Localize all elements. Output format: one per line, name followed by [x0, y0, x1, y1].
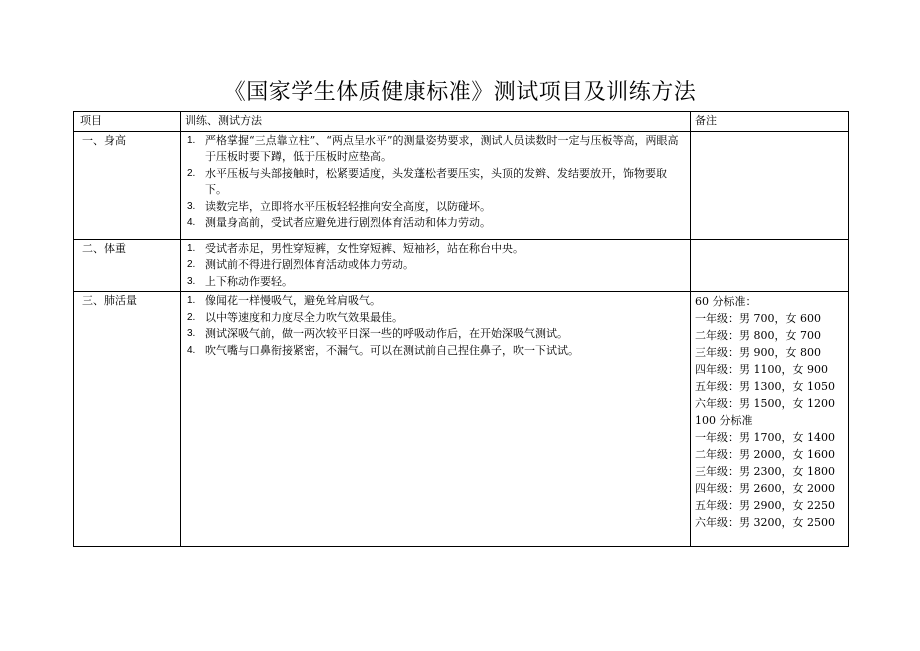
row-note-standards	[691, 292, 849, 547]
header-note: 备注	[691, 112, 849, 132]
list-item: 1. 受试者赤足，男性穿短裤，女性穿短裤、短袖衫，站在称台中央。	[187, 241, 524, 255]
list-item: 4. 吹气嘴与口鼻衔接紧密，不漏气。可以在测试前自己捏住鼻子，吹一下试试。	[187, 343, 579, 357]
list-item: 2. 测试前不得进行剧烈体育活动或体力劳动。	[187, 258, 414, 271]
header-method: 训练、测试方法	[181, 112, 691, 132]
note-line: 二年级：男 2000，女 1600	[695, 448, 835, 461]
list-item: 3. 测试深吸气前，做一两次较平日深一些的呼吸动作后，在开始深吸气测试。	[187, 327, 568, 340]
list-item: 3. 上下称动作要轻。	[187, 274, 293, 288]
list-item: 2. 水平压板与头部接触时，松紧要适度，头发蓬松者要压实，头顶的发辫、发结要放开，饰物要取下。	[187, 166, 667, 196]
table-row	[74, 292, 849, 547]
table-header-row	[74, 112, 849, 132]
steps-list	[185, 293, 686, 359]
list-item: 3. 读数完毕，立即将水平压板轻轻推向安全高度，以防碰坏。	[187, 199, 491, 213]
document-title: 《国家学生体质健康标准》测试项目及训练方法	[223, 80, 697, 105]
note-line: 二年级：男 800，女 700	[695, 329, 821, 342]
note-line: 五年级：男 2900，女 2250	[695, 499, 835, 512]
note-line: 三年级：男 2300，女 1800	[695, 465, 835, 478]
note-line: 三年级：男 900，女 800	[695, 346, 821, 359]
list-item: 2. 以中等速度和力度尽全力吹气效果最佳。	[187, 310, 403, 324]
row-item-height: 一、身高	[74, 131, 181, 239]
note-line: 六年级：男 1500，女 1200	[695, 397, 835, 410]
note-line: 100 分标准	[695, 414, 753, 427]
row-item-lung-capacity: 三、肺活量	[74, 292, 181, 547]
note-line: 四年级：男 2600，女 2000	[695, 482, 835, 495]
table-row	[74, 239, 849, 292]
steps-list	[185, 241, 686, 291]
standards-table	[73, 111, 849, 547]
note-line: 四年级：男 1100，女 900	[695, 363, 828, 376]
list-item: 1. 像闻花一样慢吸气，避免耸肩吸气。	[187, 294, 381, 307]
header-item: 项目	[74, 112, 181, 132]
steps-list	[185, 133, 686, 232]
list-item: 1. 严格掌握“三点靠立柱”、“两点呈水平”的测量姿势要求，测试人员读数时一定与压板等高，两眼高于压板时要下蹲，低于压板时应垫高。	[187, 133, 679, 163]
note-line: 一年级：男 1700，女 1400	[695, 431, 835, 444]
row-method	[181, 239, 691, 292]
table-row	[74, 131, 849, 239]
note-line: 六年级：男 3200，女 2500	[695, 516, 835, 529]
note-line: 一年级：男 700，女 600	[695, 312, 821, 325]
note-line: 60 分标准：	[695, 295, 757, 308]
list-item: 4. 测量身高前，受试者应避免进行剧烈体育活动和体力劳动。	[187, 216, 491, 229]
row-method	[181, 292, 691, 547]
row-method	[181, 131, 691, 239]
row-note	[691, 239, 849, 292]
row-item-weight: 二、体重	[74, 239, 181, 292]
note-line: 五年级：男 1300，女 1050	[695, 380, 835, 393]
row-note	[691, 131, 849, 239]
